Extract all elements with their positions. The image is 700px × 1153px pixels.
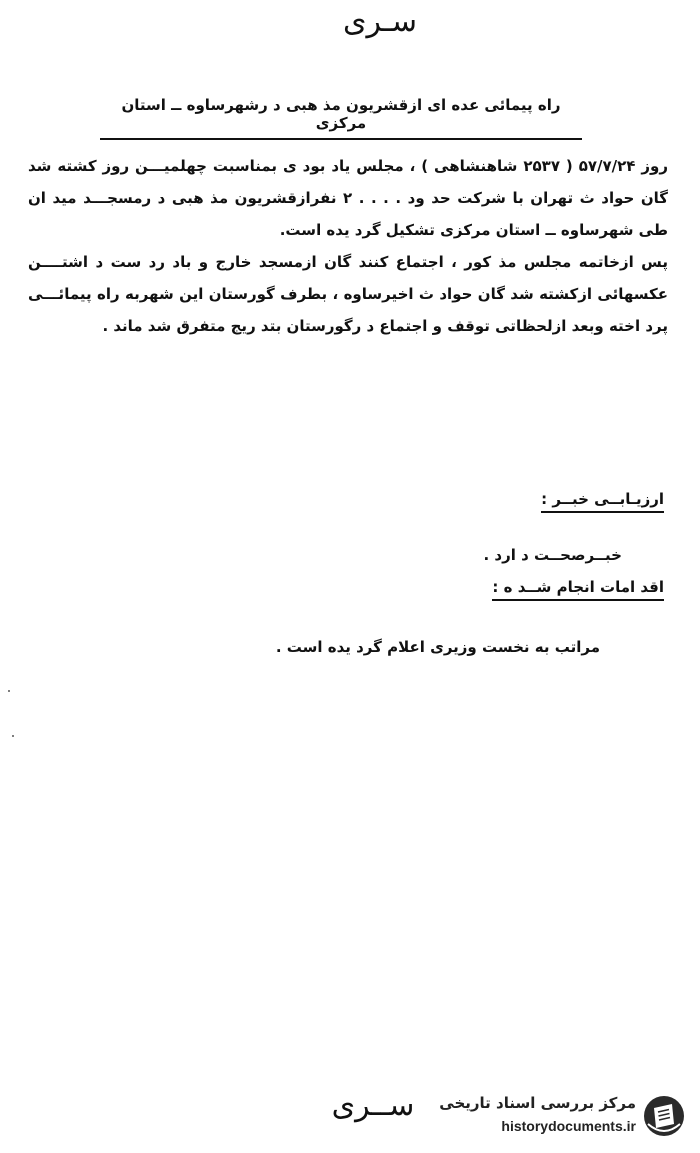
- archive-name: مرکز بررسی اسناد تاریخی: [439, 1094, 636, 1112]
- archive-logo-icon: [642, 1094, 686, 1138]
- classification-stamp-top: سـرى: [343, 4, 417, 39]
- classification-stamp-bottom: ســرى: [331, 1088, 415, 1123]
- scan-speck: [8, 690, 10, 692]
- document-body: [28, 150, 668, 342]
- action-heading: [492, 578, 664, 596]
- archive-url[interactable]: historydocuments.ir: [501, 1118, 636, 1134]
- evaluation-heading: [541, 490, 664, 508]
- scan-speck: [12, 735, 14, 737]
- body-paragraph-1: روز ۵۷/۷/۲۴ ( ۲۵۳۷ شاهنشاهی ) ، مجلس یاد بود ی بمناسبت چهلمیـــن روز کشته شد گان حواد ث تهران با شرکت حد ود . . . . ۲ نفرازقشریون مذ هبی د رمسجـــد مید ان طی شهرساوه ــ استان مرکزی تشکیل گرد یده است.: [28, 157, 668, 239]
- evaluation-heading-text: ارزیـابــی خبــر :: [541, 490, 664, 513]
- body-paragraph-2: پس ازخاتمه مجلس مذ کور ، اجتماع کنند گان ازمسجد خارج و باد رد ست د اشتــــن عکسهائی ازکشته شد گان حواد ث اخیرساوه ، بطرف گورستان این شهربه راه پیمائـــی پرد اخته وبعد ازلحظاتی توقف و اجتماع د رگورستان بتد ریج متفرق شد ماند .: [28, 253, 668, 335]
- evaluation-text: خبــرصحــت د ارد .: [483, 546, 622, 564]
- action-text: مراتب به نخست وزیری اعلام گرد یده است .: [275, 638, 600, 656]
- document-title: راه پیمائی عده ای ازقشریون مذ هبی د رشهرساوه ــ استان مرکزی: [100, 96, 582, 140]
- archive-watermark: [420, 1092, 690, 1144]
- action-heading-text: اقد امات انجام شــد ه :: [492, 578, 664, 601]
